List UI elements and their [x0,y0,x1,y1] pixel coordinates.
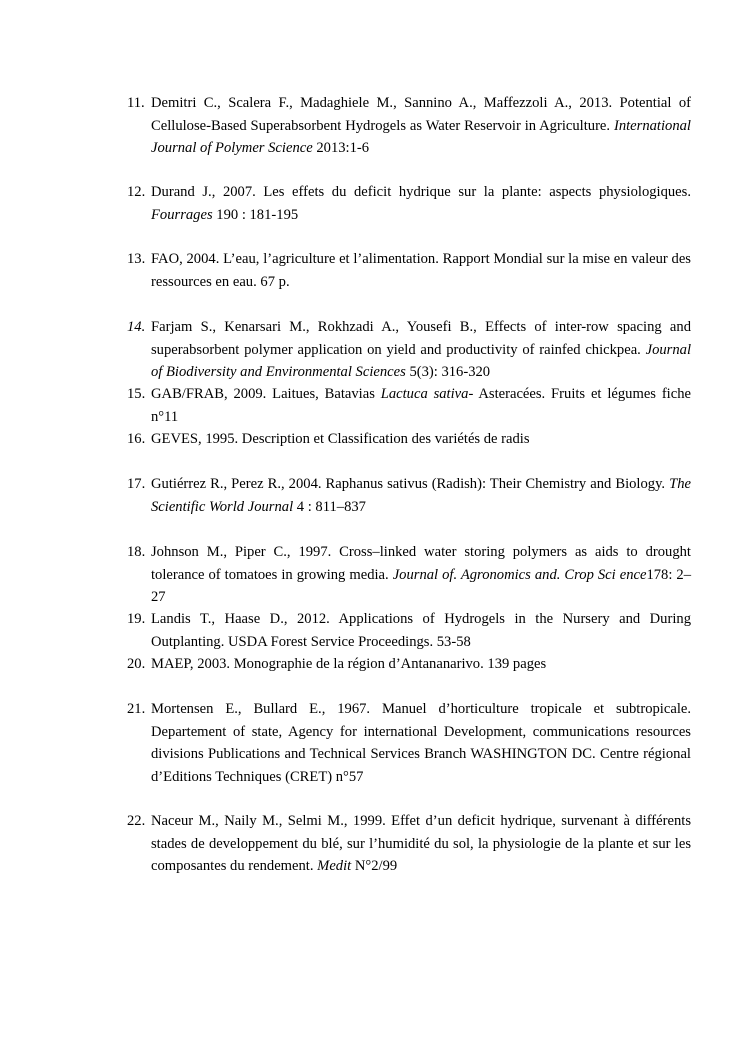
reference-22 [127,810,691,878]
journal-title: Fourrages [151,206,213,223]
journal-title: The Scientific World Journal [151,476,691,515]
reference-17 [127,473,691,518]
reference-text: FAO, 2004. L’eau, l’agriculture et l’alimentation. Rapport Mondial sur la mise en valeur des ressources en eau. 67 p. [151,251,691,290]
species-name: Lactuca sativa- [380,386,474,402]
reference-13 [127,248,691,293]
reference-number: 13. [127,251,146,267]
reference-number: 20. [127,656,146,672]
reference-number: 16. [127,431,146,447]
reference-text: Gutiérrez R., Perez R., 2004. Raphanus sativus (Radish): Their Chemistry and Biology. The Scientific World Journal 4 : 811–837 [151,476,691,515]
reference-21 [127,698,691,789]
reference-text: Naceur M., Naily M., Selmi M., 1999. Effet d’un deficit hydrique, survenant à différents stades de developpement du blé, sur l’humidité du sol, la physiologie de la plante et sur les composantes du rendement. Medit N°2/99 [151,813,691,875]
reference-text: Farjam S., Kenarsari M., Rokhzadi A., Yousefi B., Effects of inter-row spacing and superabsorbent polymer application on yield and productivity of rainfed chickpea. Journal of Biodiversity and Environmental Sciences 5(3): 316-320 [151,319,691,381]
reference-number: 21. [127,701,146,717]
reference-11 [127,92,691,160]
reference-text: Johnson M., Piper C., 1997. Cross–linked water storing polymers as aids to drought tolerance of tomatoes in growing media. Journal of. Agronomics and. Crop Sci ence178: 2–27 [151,544,692,606]
reference-text: MAEP, 2003. Monographie de la région d’Antananarivo. 139 pages [151,656,547,672]
journal-title: Journal of Biodiversity and Environmental Sciences [151,341,691,381]
reference-text: Durand J., 2007. Les effets du deficit hydrique sur la plante: aspects physiologiques. Fourrages 190 : 181-195 [151,184,691,223]
reference-15 [127,383,691,428]
reference-text: Mortensen E., Bullard E., 1967. Manuel d’horticulture tropicale et subtropicale. Departement of state, Agency for international Development, communications resources divisions Publications and Technical Services Branch WASHINGTON DC. Centre régional d’Editions Techniques (CRET) n°57 [151,701,691,786]
reference-18 [127,541,691,609]
reference-20 [127,653,691,676]
reference-number: 15. [127,386,146,402]
reference-number: 12. [127,184,146,200]
reference-12 [127,181,691,226]
reference-text: Landis T., Haase D., 2012. Applications of Hydrogels in the Nursery and During Outplanting. USDA Forest Service Proceedings. 53-58 [151,611,691,650]
reference-number: 22. [127,813,146,829]
reference-number: 17. [127,476,146,492]
reference-16 [127,428,691,451]
reference-number: 11. [127,95,145,111]
reference-text: GAB/FRAB, 2009. Laitues, Batavias Lactuca sativa- Asteracées. Fruits et légumes fiche n°11 [151,386,691,425]
journal-title: Medit [317,858,352,875]
reference-number: 19. [127,611,146,627]
reference-number: 18. [127,544,146,560]
reference-19 [127,608,691,653]
journal-title: International Journal of Polymer Science [151,117,691,157]
reference-14 [127,316,691,384]
reference-text: Demitri C., Scalera F., Madaghiele M., Sannino A., Maffezzoli A., 2013. Potential of Cellulose-Based Superabsorbent Hydrogels as Water Reservoir in Agriculture. International Journal of Polymer Science 2013:1-6 [151,95,691,157]
reference-text: GEVES, 1995. Description et Classification des variétés de radis [151,431,530,447]
journal-title: Journal of. Agronomics and. Crop Sci ence [392,566,647,583]
reference-number: 14. [127,319,146,335]
